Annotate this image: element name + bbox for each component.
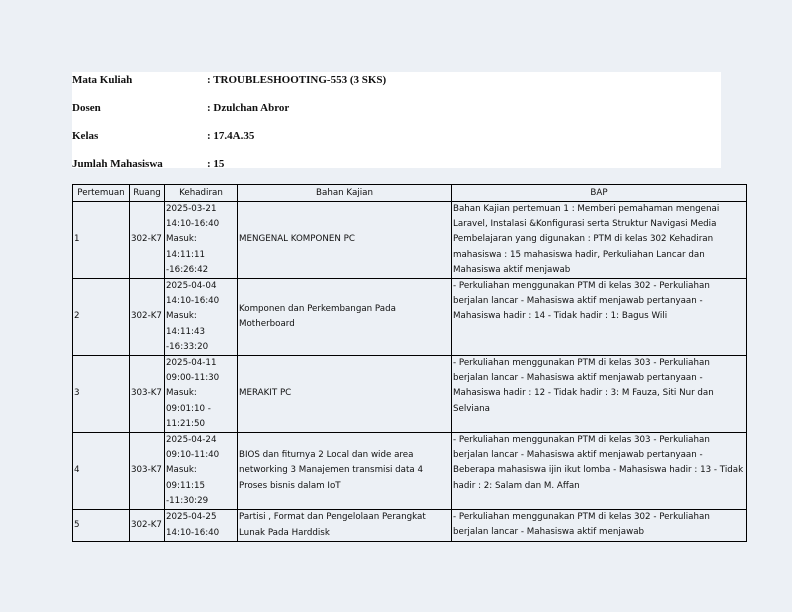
header-bahan-kajian: Bahan Kajian <box>238 185 452 202</box>
dosen-value: : Dzulchan Abror <box>207 101 289 115</box>
table-row <box>73 433 747 510</box>
cell-bap: - Perkuliahan menggunakan PTM di kelas 303 - Perkuliahan berjalan lancar - Mahasiswa aktif menjawab pertanyaan - Beberapa mahasiswa ijin ikut lomba - Mahasiswa hadir : 13 - Tidak hadir : 2: Salam dan M. Affan <box>452 433 747 510</box>
cell-kehadiran: 2025-04-11 09:00-11:30 Masuk: 09:01:10 - 11:21:50 <box>165 356 238 433</box>
cell-bap: - Perkuliahan menggunakan PTM di kelas 303 - Perkuliahan berjalan lancar - Mahasiswa aktif menjawab pertanyaan - Mahasiswa hadir : 12 - Tidak hadir : 3: M Fauza, Siti Nur dan Selviana <box>452 356 747 433</box>
cell-pertemuan: 4 <box>73 433 130 510</box>
mata-kuliah-value: : TROUBLESHOOTING-553 (3 SKS) <box>207 73 386 87</box>
table-row <box>73 510 747 542</box>
header-pertemuan: Pertemuan <box>73 185 130 202</box>
jumlah-mahasiswa-label: Jumlah Mahasiswa <box>72 158 163 170</box>
course-info-panel <box>72 72 721 168</box>
cell-ruang: 303-K7 <box>130 356 165 433</box>
cell-bahan-kajian: MENGENAL KOMPONEN PC <box>238 202 452 279</box>
kelas-value: : 17.4A.35 <box>207 129 254 143</box>
cell-kehadiran: 2025-04-25 14:10-16:40 <box>165 510 238 542</box>
cell-bahan-kajian: Komponen dan Perkembangan Pada Motherboard <box>238 279 452 356</box>
table-row <box>73 202 747 279</box>
dosen-label: Dosen <box>72 102 101 114</box>
cell-bahan-kajian: Partisi , Format dan Pengelolaan Perangkat Lunak Pada Harddisk <box>238 510 452 542</box>
cell-pertemuan: 2 <box>73 279 130 356</box>
kelas-label: Kelas <box>72 130 99 142</box>
table-row <box>73 279 747 356</box>
cell-bap: Bahan Kajian pertemuan 1 : Memberi pemahaman mengenai Laravel, Instalasi &Konfigurasi serta Struktur Navigasi Media Pembelajaran yang digunakan : PTM di kelas 302 Kehadiran mahasiswa : 15 mahasiswa hadir, Perkuliahan Lancar dan Mahasiswa aktif menjawab <box>452 202 747 279</box>
cell-pertemuan: 3 <box>73 356 130 433</box>
mata-kuliah-label: Mata Kuliah <box>72 74 133 86</box>
table-row <box>73 356 747 433</box>
cell-bap: - Perkuliahan menggunakan PTM di kelas 302 - Perkuliahan berjalan lancar - Mahasiswa aktif menjawab <box>452 510 747 542</box>
bap-table <box>72 184 747 542</box>
header-kehadiran: Kehadiran <box>165 185 238 202</box>
header-ruang: Ruang <box>130 185 165 202</box>
cell-bap: - Perkuliahan menggunakan PTM di kelas 302 - Perkuliahan berjalan lancar - Mahasiswa aktif menjawab pertanyaan - Mahasiswa hadir : 14 - Tidak hadir : 1: Bagus Wili <box>452 279 747 356</box>
cell-pertemuan: 5 <box>73 510 130 542</box>
cell-kehadiran: 2025-04-24 09:10-11:40 Masuk: 09:11:15 -11:30:29 <box>165 433 238 510</box>
cell-ruang: 302-K7 <box>130 510 165 542</box>
cell-bahan-kajian: MERAKIT PC <box>238 356 452 433</box>
cell-pertemuan: 1 <box>73 202 130 279</box>
cell-kehadiran: 2025-03-21 14:10-16:40 Masuk: 14:11:11 -16:26:42 <box>165 202 238 279</box>
header-bap: BAP <box>452 185 747 202</box>
cell-bahan-kajian: BIOS dan fiturnya 2 Local dan wide area networking 3 Manajemen transmisi data 4 Proses bisnis dalam IoT <box>238 433 452 510</box>
cell-ruang: 302-K7 <box>130 279 165 356</box>
jumlah-mahasiswa-value: : 15 <box>207 157 224 171</box>
cell-ruang: 303-K7 <box>130 433 165 510</box>
table-header-row <box>73 185 747 202</box>
cell-ruang: 302-K7 <box>130 202 165 279</box>
cell-kehadiran: 2025-04-04 14:10-16:40 Masuk: 14:11:43 -16:33:20 <box>165 279 238 356</box>
